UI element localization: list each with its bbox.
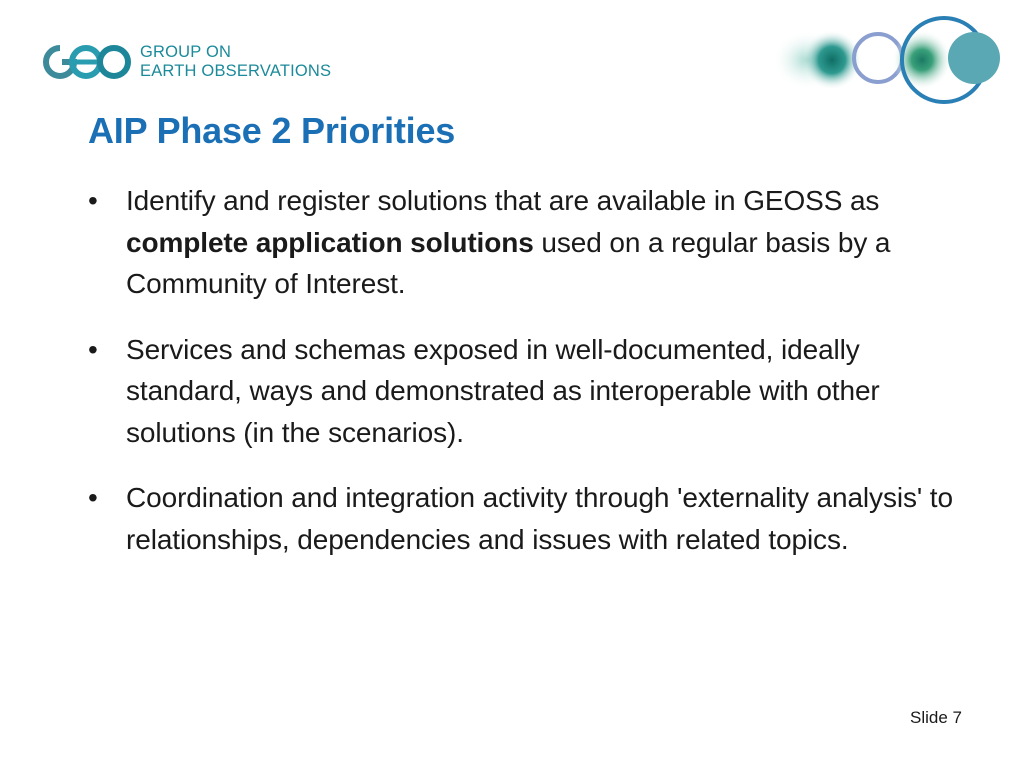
bullet-item (88, 329, 968, 454)
bullet-text-part: Services and schemas exposed in well-documented, ideally standard, ways and demonstrated as interoperable with other solutions (in the scenarios). (126, 333, 880, 448)
bullet-text (126, 334, 880, 448)
bullet-item (88, 477, 968, 560)
bullet-list (88, 180, 968, 584)
bullet-text (126, 482, 953, 555)
geo-logo-mark (40, 40, 132, 84)
bullet-item (88, 180, 968, 305)
bullet-text-part: Identify and register solutions that are available in GEOSS as (126, 185, 880, 216)
slide-title: AIP Phase 2 Priorities (88, 110, 456, 151)
bullet-marker: • (88, 333, 98, 365)
deco-solid-circle (948, 32, 1000, 84)
bullet-text (126, 185, 890, 299)
slide-number: Slide 7 (910, 708, 962, 727)
decorative-circles (770, 12, 1010, 108)
logo-wordmark (140, 43, 331, 81)
logo-text-line2: EARTH OBSERVATIONS (140, 62, 332, 80)
bullet-marker: • (88, 482, 98, 513)
bullet-text-part: Coordination and integration activity through 'externality analysis' to relationships, dependencies and issues with related topics. (126, 482, 953, 555)
geo-logo (40, 40, 331, 84)
bullet-text-bold: complete application solutions (126, 226, 534, 258)
bullet-text-part: used on a regular basis by a Community of Interest. (126, 226, 891, 299)
logo-text-line1: GROUP ON (140, 43, 232, 61)
bullet-marker: • (88, 185, 98, 216)
